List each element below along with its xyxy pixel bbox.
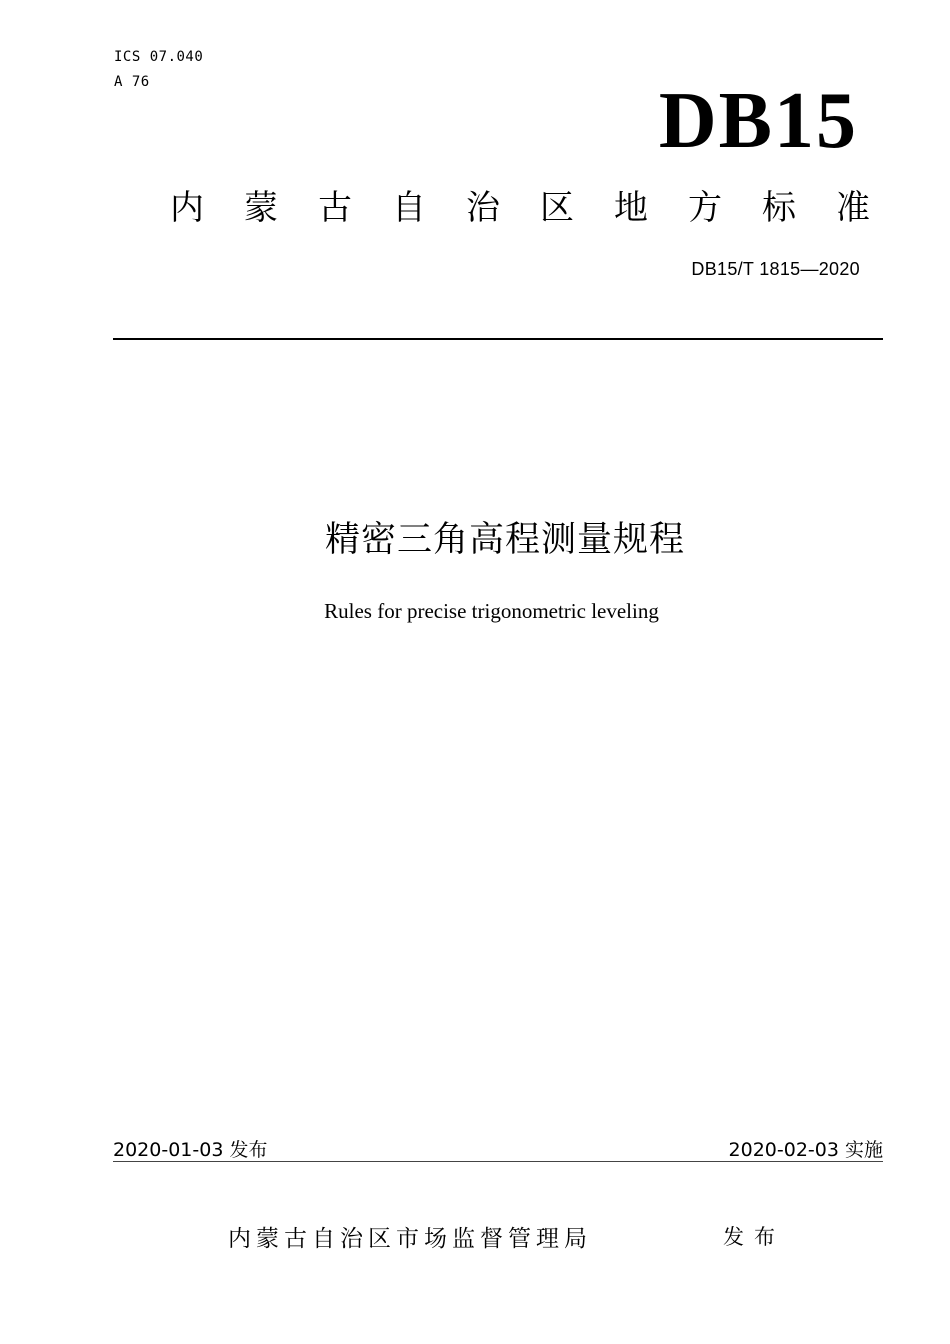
footer-divider — [113, 1161, 883, 1162]
standard-type-char: 地 — [614, 188, 648, 228]
standard-type-char: 方 — [688, 188, 722, 228]
header-divider — [113, 338, 883, 340]
ics-code: ICS 07.040 — [114, 49, 204, 65]
standard-type-heading — [170, 185, 870, 231]
standard-type-char: 治 — [466, 188, 500, 228]
publish-label: 发布 — [723, 1225, 785, 1249]
publisher-name: 内蒙古自治区市场监督管理局 — [228, 1226, 592, 1252]
db15-logo: DB15 — [658, 77, 858, 165]
issue-date: 2020-01-03 发布 — [113, 1139, 268, 1161]
document-title-chinese: 精密三角高程测量规程 — [324, 520, 685, 560]
standard-number: DB15/T 1815—2020 — [691, 259, 860, 279]
standard-type-char: 内 — [170, 188, 204, 228]
document-title-english: Rules for precise trigonometric leveling — [324, 599, 659, 623]
standard-type-char: 标 — [762, 188, 796, 228]
implementation-date: 2020-02-03 实施 — [728, 1139, 883, 1161]
standard-type-char: 准 — [836, 188, 870, 228]
standard-type-char: 古 — [318, 188, 352, 228]
standard-type-char: 蒙 — [244, 188, 278, 228]
standard-type-char: 自 — [392, 188, 426, 228]
standard-type-char: 区 — [540, 188, 574, 228]
ccs-code: A 76 — [114, 74, 150, 90]
